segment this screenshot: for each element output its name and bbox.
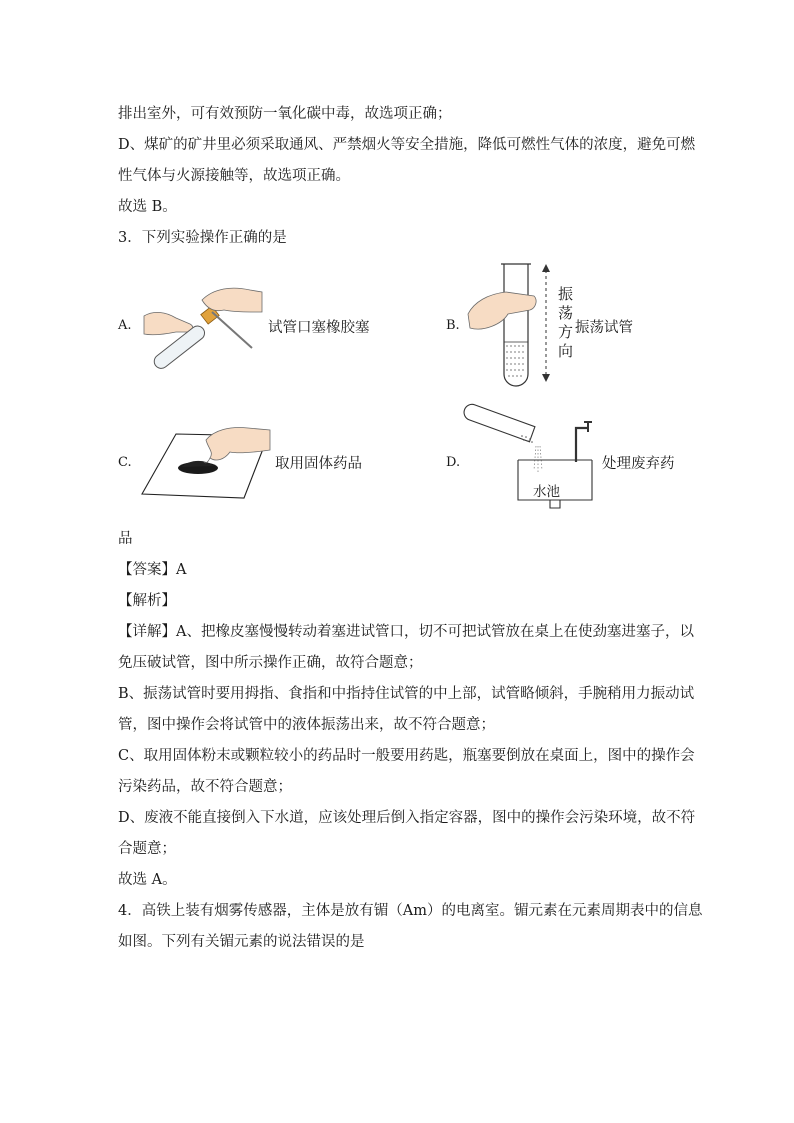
question-3-stem: 3．下列实验操作正确的是 (118, 230, 287, 246)
option-a-caption: 试管口塞橡胶塞 (268, 320, 370, 336)
shake-direction-char: 荡 (558, 304, 574, 322)
detail-line: B、振荡试管时要用拇指、食指和中指持住试管的中上部，试管略倾斜，手腕稍用力振动试 (118, 686, 695, 702)
text-line: 排出室外，可有效预防一氧化碳中毒，故选项正确； (118, 106, 452, 122)
text-line: 性气体与火源接触等，故选项正确。 (118, 168, 350, 184)
option-d-caption: 处理废弃药 (602, 456, 675, 472)
text-line: D、煤矿的矿井里必须采取通风、严禁烟火等安全措施，降低可燃性气体的浓度，避免可燃 (118, 137, 696, 153)
detail-line: 污染药品，故不符合题意； (118, 779, 292, 795)
detail-line: 免压破试管，图中所示操作正确，故符合题意； (118, 655, 423, 671)
answer-tag: 【答案】 (118, 562, 176, 578)
detail-tag: 【详解】 (118, 624, 176, 640)
question-4-stem: 如图。下列有关镅元素的说法错误的是 (118, 934, 365, 950)
detail-line: 管，图中操作会将试管中的液体振荡出来，故不符合题意； (118, 717, 495, 733)
sink-label: 水池 (533, 484, 560, 500)
shake-direction-char: 方 (558, 323, 574, 341)
analysis-tag (118, 592, 176, 610)
shake-direction-char: 向 (558, 342, 574, 360)
detail-line (118, 623, 694, 641)
answer-line (118, 561, 186, 579)
shake-direction-label (558, 285, 573, 361)
answer-value: A (176, 562, 187, 578)
analysis-tag-text: 【解析】 (118, 593, 176, 609)
option-b-figure (464, 262, 564, 388)
text-line: 故选 B。 (118, 199, 177, 215)
option-d-caption-tail: 品 (118, 531, 133, 547)
option-c-letter: C. (118, 455, 132, 470)
question-4-stem: 4．高铁上装有烟雾传感器，主体是放有镅（Am）的电离室。镅元素在元素周期表中的信息 (118, 903, 703, 919)
option-b-letter: B. (446, 318, 460, 333)
option-c-caption: 取用固体药品 (275, 456, 362, 472)
detail-line: C、取用固体粉末或颗粒较小的药品时一般要用药匙，瓶塞要倒放在桌面上，图中的操作会 (118, 748, 695, 764)
option-b-caption: 振荡试管 (575, 320, 633, 336)
option-d-letter: D. (446, 455, 461, 470)
detail-line: 合题意； (118, 841, 176, 857)
option-a-letter: A. (118, 318, 132, 333)
detail-line: 故选 A。 (118, 872, 177, 888)
detail-line: D、废液不能直接倒入下水道，应该处理后倒入指定容器，图中的操作会污染环境，故不符 (118, 810, 696, 826)
option-a-figure (140, 278, 265, 370)
option-c-figure (140, 422, 272, 504)
detail-text: A、把橡皮塞慢慢转动着塞进试管口，切不可把试管放在桌上在使劲塞进塞子，以 (176, 624, 694, 640)
shake-direction-char: 振 (558, 285, 574, 303)
